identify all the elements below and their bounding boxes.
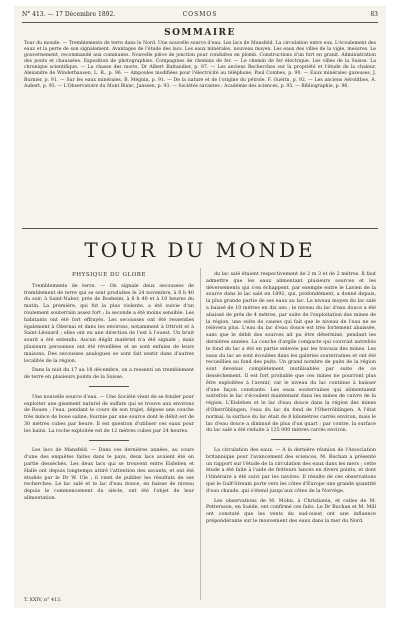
paragraph-source: Une nouvelle source d'eau. — Une Société vient de se fonder pour exploiter une gisement naturel de sulfate qui se trouve aux environs de Rouen ; l'eau, pendant le cours de son trajet, dépose une couche très mince de boue saline, fournie par une source dont le débit est de 30 mètres cubes par heure. Il est question d'utiliser ces eaux pour les bains. La roche exploitée est de 12 mètres cubes par 24 heures. — [24, 394, 194, 434]
separator — [24, 385, 194, 392]
page-header — [22, 11, 378, 21]
section-title: TOUR DU MONDE — [84, 238, 316, 262]
subheading-physique: PHYSIQUE DU GLOBE — [72, 272, 146, 278]
paragraph-lac-sale: du lac salé étaient respectivement de 2 m 3 et de 2 mètres. Il faut admettre que les eaux alimentant plusieurs sources et les déversements qui s'en échappent, par exemple entre le Lavien de la source dans le lac salé en 1892, qui, profondément, a donné depuis, la plus grande partie de ses eaux au lac. Le niveau moyen du lac salé a baissé de 10 mètres en dix ans ; le niveau du lac d'eau douce a été abaissé de près de 4 mètres, par suite de l'exploitation des mines de la région, une suite de causes qui fait que le niveau de l'eau ne se relèvera plus. L'eau du lac d'eau douce est très fortement abaissée, sans que le débit des sources ait pu être déterminé, pendant les dernières années. La couche d'argile compacte qui couvrait autrefois le fond du lac a été en partie enlevée par les travaux des mines. Les eaux du lac se sont écoulées dans les galeries souterraines et ont été recueillies au fond des puits. Un grand nombre de puits de la région sont devenus complètement inutilisables par suite de ce dessèchement. Il est fort probable que ces mines ne pourront plus être exploitées à l'avenir, car le niveau du lac continue à baisser d'une façon constante. Les eaux souterraines qui alimentaient autrefois le lac s'écoulent maintenant dans les mines de cuivre de la région. L'Eisleben et le lac d'eau douce dans la région des mines d'Oberröblingen, l'eau du lac du fond de l'Oberröblingen. A l'état normal, la surface du lac était de 8 kilomètres carrés environ, mais le lac d'eau douce a diminué de plus d'un quart ; par contre, la surface du lac salé a été réduite à 125 000 mètres carrés environ. — [206, 272, 376, 434]
right-column — [206, 272, 376, 529]
header-rule — [22, 22, 378, 23]
paragraph-suisse: Dans la nuit du 17 au 18 décembre, on a ressenti un tremblement de terre en plusieurs points de la Suisse. — [24, 368, 194, 381]
magazine-page — [14, 6, 386, 608]
separator — [24, 439, 194, 446]
column-gutter — [200, 268, 201, 600]
paragraph-observations: Les observations de M. Mohn, à Christiania, et celles de M. Pettersson, en Suède, ont confirmé ces faits. Le Dr Buchan et M. Mill ont constaté que les vents du sud-ouest ont une influence prépondérante sur le mouvement des eaux dans la mer du Nord. — [206, 498, 376, 524]
sommaire-rule — [22, 228, 378, 229]
issue-date: N° 413. — 17 Décembre 1892. — [22, 11, 116, 18]
paragraph-mansfeld: Les lacs de Mansfeld. — Dans ces dernières années, au cours d'une des enquêtes faites dans le pays, deux lacs avaient été en partie desséchés. Les deux lacs qui se trouvent entre Eisleben et Halle ont depuis longtemps attiré l'attention des savants, et ont été étudiés par le Dr W. Ule ; il vient de publier les résultats de ses recherches. Le lac salé et le lac d'eau douce, en baisse de niveau depuis le commencement du siècle, ont été l'objet de leur alimentation. — [24, 448, 194, 501]
paragraph-tremblements: Tremblements de terre. — On signale deux secousses de tremblement de terre qui se sont produites le 24 novembre, à 8 h 40 du soir, à Saint-Nabor, près de Rosheim, à 8 h 40 et à 10 heures du matin. La première, qui fut la plus violente, a été suivie d'un roulement souterrain assez fort ; la seconde a été moins sensible. Les habitants ont été fort effrayés. Les secousses ont été ressenties également à Obernai et dans les environs, notamment à Ottrott et à Saint-Léonard ; elles ont eu une direction de l'est à l'ouest. Un bruit sourd a été entendu. Aucun dégât matériel n'a été signalé ; mais plusieurs personnes ont été réveillées et se sont enfuies de leurs maisons. Des secousses analogues se sont fait sentir dans d'autres localités de la région. — [24, 283, 194, 364]
left-column — [24, 272, 194, 506]
separator — [206, 438, 376, 445]
paragraph-circulation: La circulation des eaux. — A la dernière réunion de l'Association britannique pour l'avancement des sciences, M. Buchan a présenté un rapport sur l'étude de la circulation des eaux dans les mers ; cette étude a été faite à l'aide de flotteurs lancés en divers points, et dont l'itinéraire a été suivi par les navires. Il résulte de ces observations que le Gulf-Stream porte vers les côtes d'Europe une grande quantité d'eau chaude, qui s'étend jusqu'aux côtes de la Norvège. — [206, 447, 376, 494]
page-number: 83 — [370, 11, 378, 18]
sommaire-title: SOMMAIRE — [164, 28, 236, 38]
journal-title: COSMOS — [182, 11, 218, 18]
sommaire-text: Tour du monde. — Tremblements de terre dans le Nord. Une nouvelle source d'eau. Les lacs de Mansfeld. La circulation entre eux. L'écoulement des eaux et la perte de son signalement. Avantages de l'étude des lacs. Les eaux minérales, nouveau moyen. Les eaux des villes de la vigie, mesures. Le gouvernement, recommandé aux communes. Nouvelle pièce de jonction pour conduites en plomb. Constructions d'un fort en granit. Administration des ponts et chaussées. Exposition de photographies. Compagnies de chemins de fer. — Le chemin de fer électrique. Les villes de la Suisse. La chronique scientifique. — La chasse des morts, Dr Albert Battandier, p. 87. — Les anciens Recherches sur la propriété et l'étude de la chaleur, Alexandre de Winderhausen, L. R., p. 96. — Ampoules modifiées pour l'électricité au téléphone, Paul Combes, p. 90. — Eaux minérales gazeuses, J. Burnier, p. 91. — Sur les eaux minérales, B. Mégnin, p. 91. — De la nature et de l'origine du pétrole, F. Guérin, p. 92. — Les anciens Aérolithes, A. Aubert, p. 93. — L'Observatoire du Mont Blanc, Janssen, p. 93. — Sociétés savantes : Académie des sciences, p. 95. — Bibliographie, p. 96. — [24, 41, 376, 89]
volume-footer: T. XXIV, n° 413. — [24, 598, 62, 603]
